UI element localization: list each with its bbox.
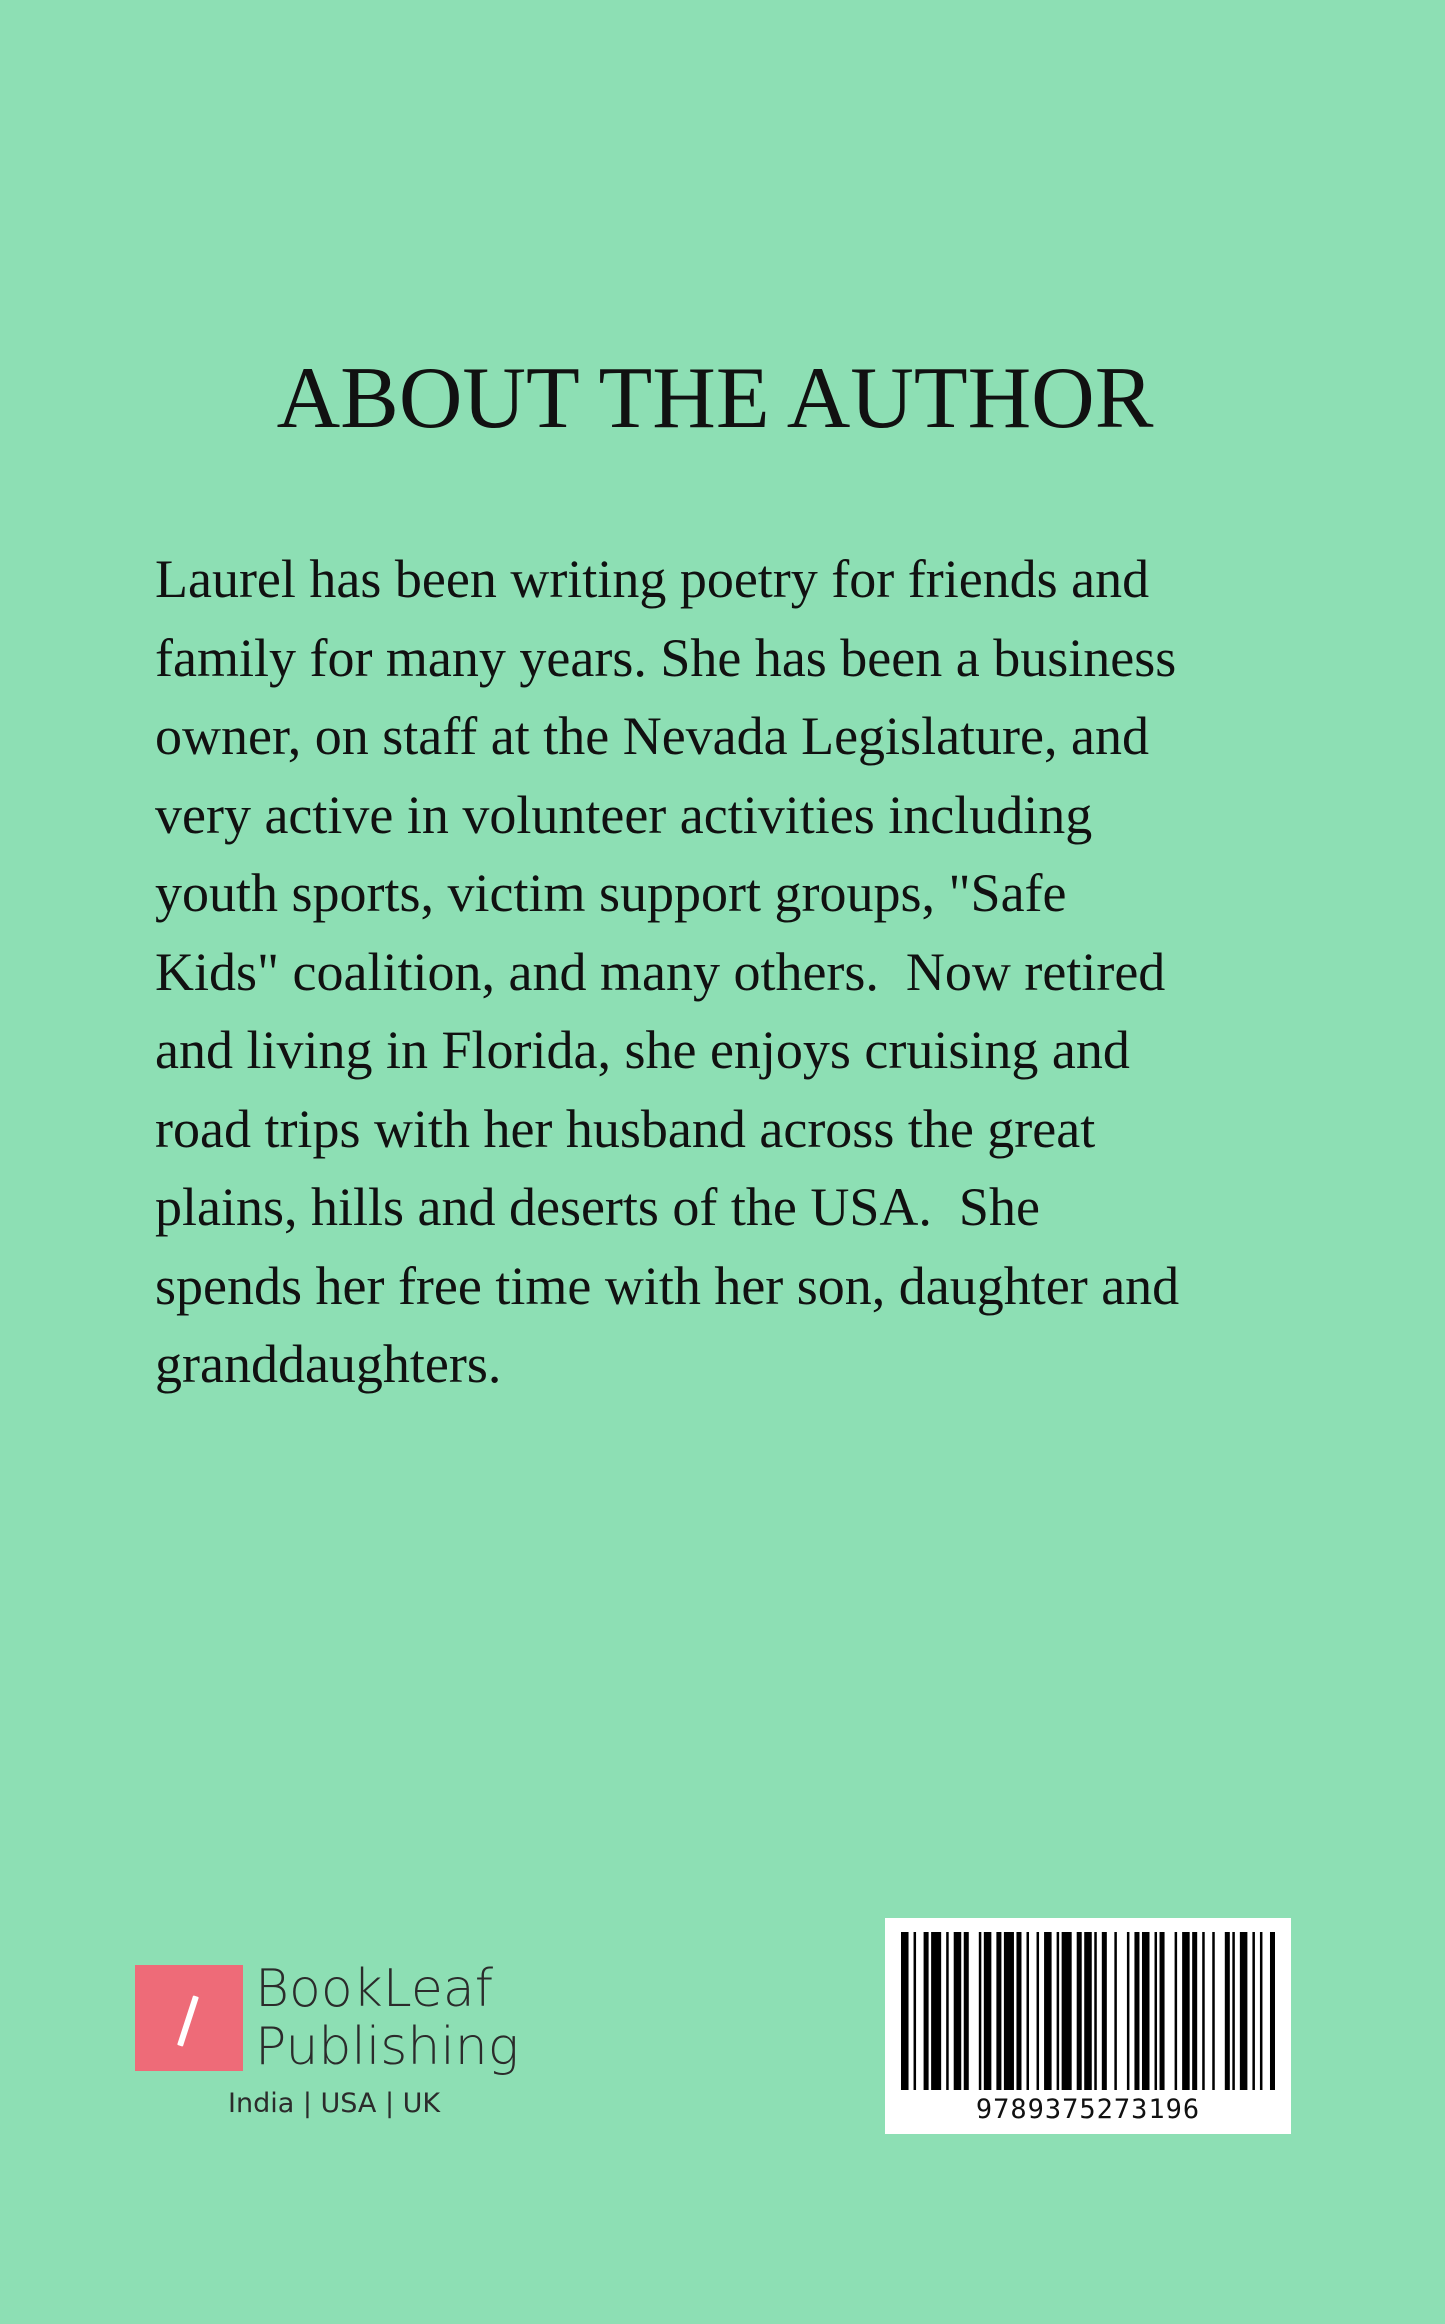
barcode-bar	[1142, 1932, 1150, 2090]
bio-line: Laurel has been writing poetry for friends and	[155, 549, 1150, 609]
bio-line: and living in Florida, she enjoys cruising and	[155, 1020, 1130, 1080]
barcode-bar	[1114, 1932, 1117, 2090]
barcode-bar	[979, 1932, 982, 2090]
barcode-bar	[1004, 1932, 1014, 2090]
isbn-number: 9789375273196	[975, 2094, 1201, 2125]
barcode-bar	[1270, 1932, 1275, 2090]
bio-line: road trips with her husband across the great	[155, 1098, 1096, 1159]
barcode-bar	[1212, 1932, 1215, 2090]
barcode-bar	[1102, 1932, 1107, 2090]
barcode-bars	[901, 1932, 1275, 2090]
logo-mark	[135, 1965, 243, 2071]
page-title: ABOUT THE AUTHOR	[276, 350, 1154, 447]
bio-line: very active in volunteer activities including	[155, 784, 1093, 845]
barcode-bar	[1175, 1932, 1178, 2090]
barcode-bar	[924, 1932, 929, 2090]
barcode-bar	[1134, 1932, 1139, 2090]
barcode-bar	[1260, 1932, 1263, 2090]
barcode-bar	[1077, 1932, 1082, 2090]
barcode-bar	[1127, 1932, 1130, 2090]
barcode-bar	[984, 1932, 992, 2090]
barcode-bar	[1252, 1932, 1255, 2090]
barcode-bar	[1240, 1932, 1248, 2090]
isbn-barcode	[885, 1918, 1291, 2134]
slash-icon	[177, 1995, 199, 2046]
publisher-regions: India | USA | UK	[228, 2088, 441, 2119]
barcode-bar	[1225, 1932, 1230, 2090]
bio-line: youth sports, victim support groups, "Safe	[155, 863, 1067, 923]
bio-line: spends her free time with her son, daughter and	[155, 1255, 1180, 1316]
bio-line: plains, hills and deserts of the USA. She	[155, 1177, 1040, 1237]
barcode-bar	[1155, 1932, 1158, 2090]
barcode-bar	[954, 1932, 962, 2090]
barcode-bar	[901, 1932, 909, 2090]
author-bio	[155, 540, 1295, 1404]
barcode-bar	[1232, 1932, 1235, 2090]
barcode-bar	[996, 1932, 1001, 2090]
barcode-bar	[1192, 1932, 1197, 2090]
barcode-bar	[1037, 1932, 1040, 2090]
publisher-name-line1: BookLeaf	[255, 1959, 494, 2019]
publisher-logo	[135, 1960, 555, 2140]
barcode-bar	[1094, 1932, 1097, 2090]
barcode-bar	[1160, 1932, 1165, 2090]
barcode-bar	[1044, 1932, 1052, 2090]
barcode-bar	[964, 1932, 969, 2090]
bio-line: owner, on staff at the Nevada Legislature, and	[155, 706, 1149, 766]
barcode-bar	[1084, 1932, 1092, 2090]
barcode-bar	[1182, 1932, 1190, 2090]
barcode-bar	[1016, 1932, 1021, 2090]
bio-line: Kids" coalition, and many others. Now retired	[155, 941, 1166, 1002]
barcode-bar	[914, 1932, 917, 2090]
publisher-name-line2: Publishing	[255, 2017, 519, 2077]
bio-line: granddaughters.	[155, 1334, 502, 1394]
barcode-bar	[1027, 1932, 1030, 2090]
publisher-name	[255, 1960, 519, 2076]
barcode-bar	[1062, 1932, 1072, 2090]
bio-line: family for many years. She has been a business	[155, 627, 1177, 688]
barcode-bar	[1202, 1932, 1205, 2090]
barcode-bar	[1057, 1932, 1060, 2090]
barcode-bar	[931, 1932, 941, 2090]
barcode-bar	[946, 1932, 949, 2090]
